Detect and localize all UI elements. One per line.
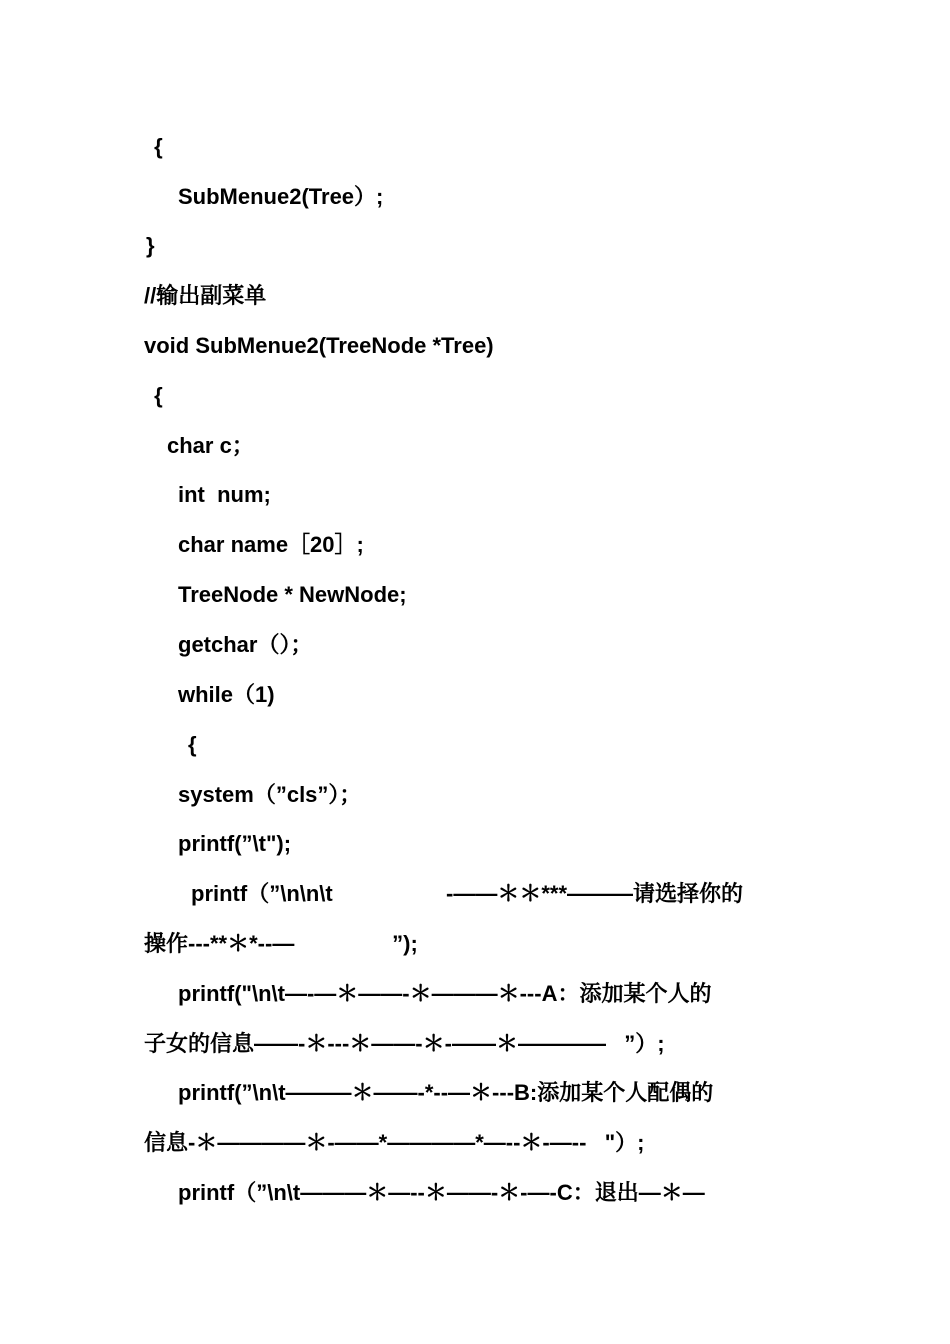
code-line: int num; [178, 482, 271, 507]
code-line: printf(”\t"); [178, 831, 292, 856]
printf-continuation: 信息-＊————＊-——*————*—--＊-—-- "）; [144, 1130, 645, 1155]
code-line: TreeNode * NewNode; [178, 582, 407, 607]
printf-line: printf("\n\t—-—＊——-＊———＊---A：添加某个人的 [178, 981, 712, 1006]
code-line: { [188, 732, 197, 757]
code-line: { [148, 383, 163, 408]
printf-continuation: 子女的信息——-＊---＊——-＊-——＊———— ”）; [144, 1031, 665, 1056]
code-line: char c； [167, 433, 254, 458]
code-line: { [148, 134, 163, 159]
code-line: char name［20］; [178, 532, 364, 557]
printf-line-part: -——＊＊***———请选择你的 [446, 881, 744, 906]
printf-line-part: printf（”\n\n\t [191, 881, 333, 906]
code-line: system（”cls”）； [178, 782, 362, 807]
function-signature: void SubMenue2(TreeNode *Tree) [144, 333, 494, 358]
code-line: while（1) [178, 682, 275, 707]
code-line: SubMenue2(Tree）; [178, 184, 384, 209]
code-comment: //输出副菜单 [144, 283, 267, 308]
printf-line: printf(”\n\t———＊——-*--—＊---B:添加某个人配偶的 [178, 1080, 714, 1105]
printf-continuation: 操作---**＊*--— ”); [144, 931, 418, 956]
printf-line: printf（”\n\t———＊—--＊——-＊-—-C：退出—＊— [178, 1180, 705, 1205]
code-line: getchar（）； [178, 632, 313, 657]
code-line: } [146, 233, 155, 258]
